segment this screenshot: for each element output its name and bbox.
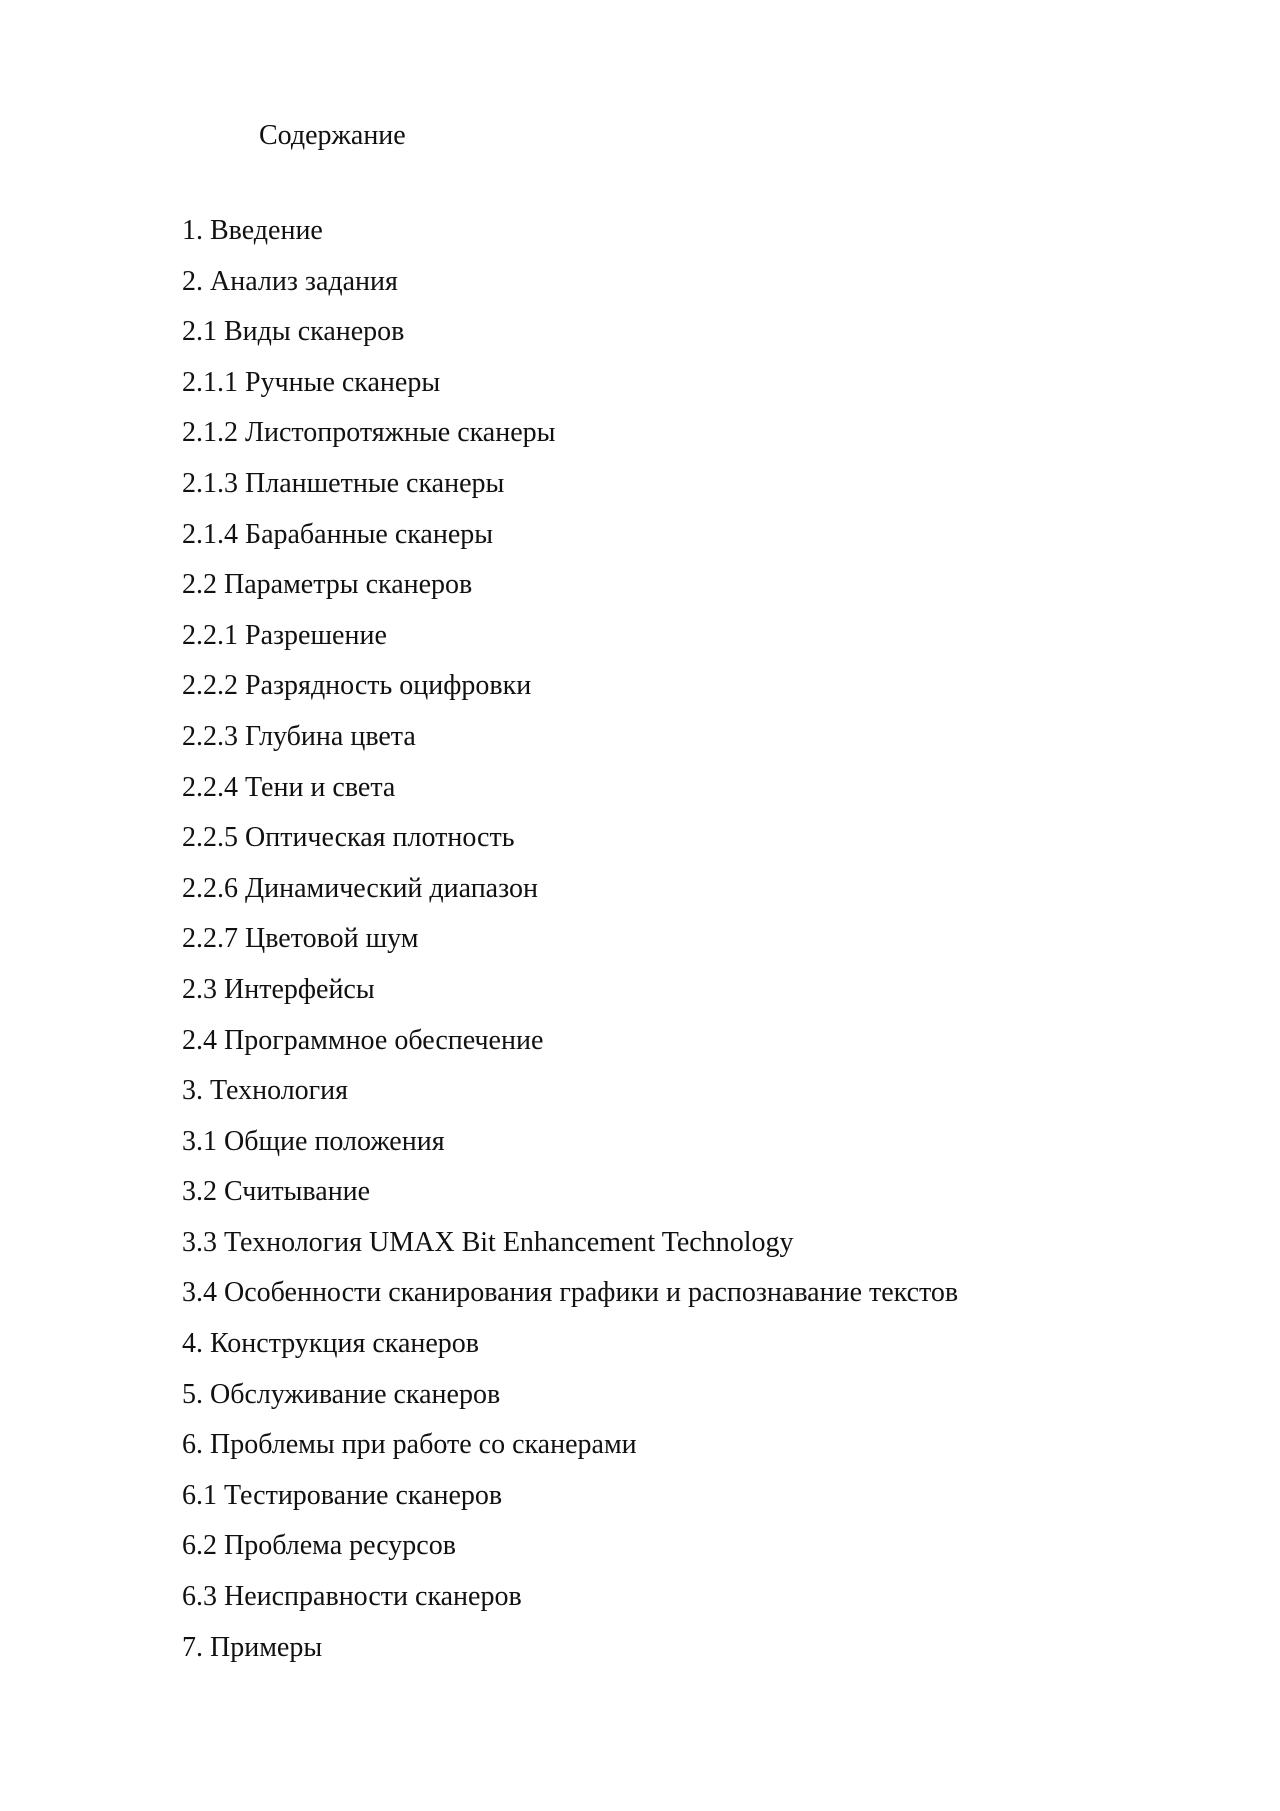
toc-item: 2. Анализ задания xyxy=(182,265,398,297)
toc-item: 2.2.1 Разрешение xyxy=(182,619,387,651)
toc-item: 6. Проблемы при работе со сканерами xyxy=(182,1429,637,1461)
toc-item: 2.2.4 Тени и света xyxy=(182,771,396,803)
page-title: Содержание xyxy=(259,120,406,151)
toc-item: 3.4 Особенности сканирования графики и распознавание текстов xyxy=(182,1277,959,1309)
toc-item: 6.1 Тестирование сканеров xyxy=(182,1479,503,1511)
toc-item: 2.2.2 Разрядность оцифровки xyxy=(182,670,532,702)
toc-item: 2.2.7 Цветовой шум xyxy=(182,923,419,955)
toc-item: 2.1.2 Листопротяжные сканеры xyxy=(182,417,556,449)
toc-item: 3.2 Считывание xyxy=(182,1176,371,1208)
toc-item: 6.3 Неисправности сканеров xyxy=(182,1581,522,1613)
table-of-contents xyxy=(182,213,958,1680)
toc-item: 4. Конструкция сканеров xyxy=(182,1328,480,1360)
toc-item: 3.1 Общие положения xyxy=(182,1125,445,1157)
toc-item: 2.2.3 Глубина цвета xyxy=(182,720,416,752)
toc-item: 2.1.1 Ручные сканеры xyxy=(182,366,441,398)
toc-item: 2.1.3 Планшетные сканеры xyxy=(182,467,505,499)
toc-item: 2.3 Интерфейсы xyxy=(182,973,375,1005)
toc-item: 3.3 Технология UMAX Bit Enhancement Technology xyxy=(182,1226,794,1258)
toc-item: 2.2.5 Оптическая плотность xyxy=(182,822,515,854)
toc-item: 2.2.6 Динамический диапазон xyxy=(182,872,538,904)
toc-item: 1. Введение xyxy=(182,215,323,246)
toc-item: 3. Технология xyxy=(182,1075,349,1107)
toc-item: 2.4 Программное обеспечение xyxy=(182,1024,544,1056)
toc-item: 2.2 Параметры сканеров xyxy=(182,569,473,601)
toc-item: 7. Примеры xyxy=(182,1631,323,1663)
toc-item: 5. Обслуживание сканеров xyxy=(182,1378,501,1410)
toc-item: 6.2 Проблема ресурсов xyxy=(182,1530,456,1562)
toc-item: 2.1.4 Барабанные сканеры xyxy=(182,518,494,550)
toc-item: 2.1 Виды сканеров xyxy=(182,316,405,348)
